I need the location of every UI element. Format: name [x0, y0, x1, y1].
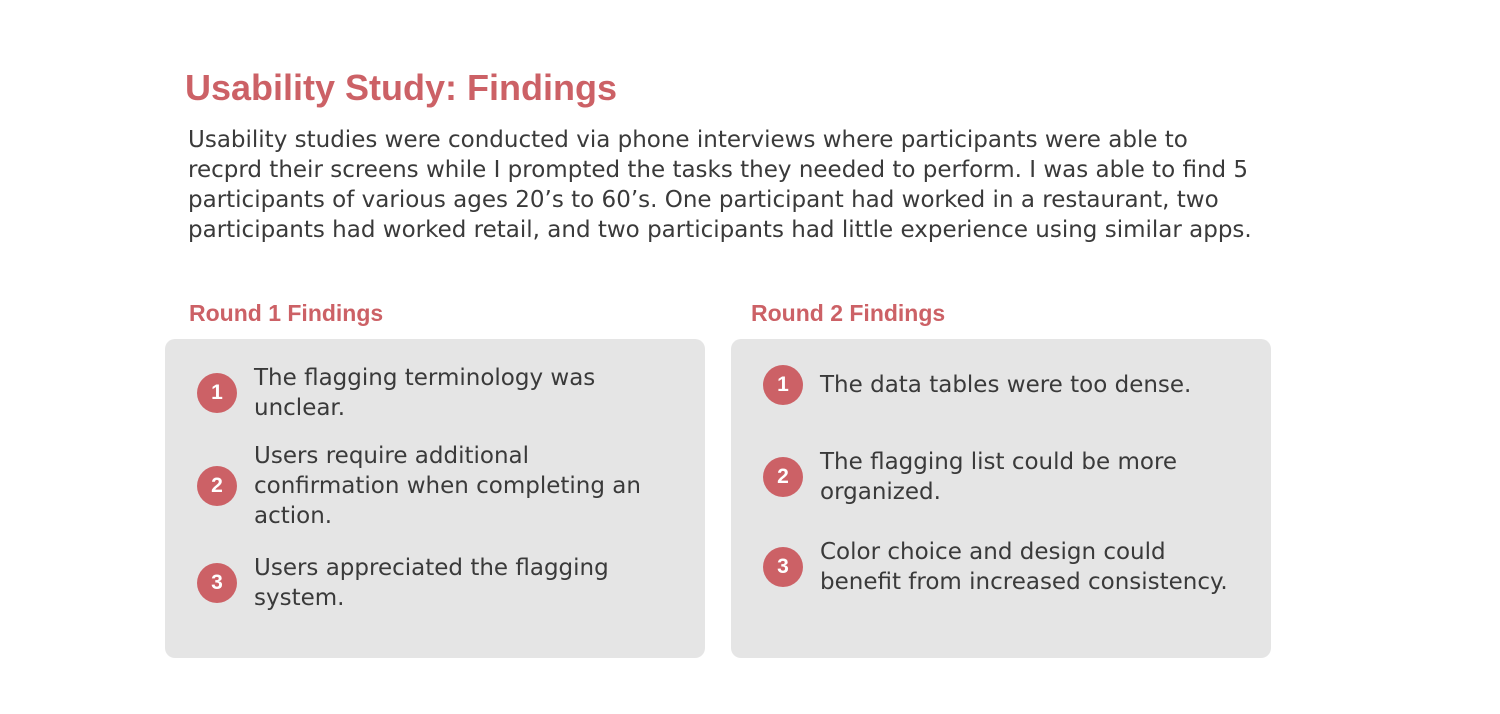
page-title: Usability Study: Findings [185, 67, 618, 108]
round-2-findings-panel [731, 339, 1271, 658]
number-badge: 3 [763, 547, 803, 587]
finding-item [763, 537, 1253, 597]
finding-text: The flagging list could be more organized. [820, 449, 1178, 505]
finding-item [763, 365, 1253, 405]
finding-item [197, 441, 677, 531]
finding-item [763, 447, 1253, 507]
round-1-findings-panel [165, 339, 705, 658]
round-1-heading: Round 1 Findings [189, 300, 384, 326]
finding-text: Users require additional confirmation when completing an action. [254, 443, 641, 529]
number-badge: 1 [197, 373, 237, 413]
finding-text: Users appreciated the flagging system. [254, 555, 609, 611]
finding-text: Color choice and design could benefit from increased consistency. [820, 539, 1228, 595]
round-2-heading: Round 2 Findings [751, 300, 946, 326]
finding-item [197, 363, 677, 423]
finding-item [197, 553, 677, 613]
number-badge: 3 [197, 563, 237, 603]
number-badge: 2 [197, 466, 237, 506]
intro-paragraph: Usability studies were conducted via phone interviews where participants were able to recprd their screens while I prompted the tasks they needed to perform. I was able to find 5 participants of various ages 20’s to 60’s. One participant had worked in a restaurant, two participants had worked retail, and two participants had little experience using similar apps. [188, 127, 1252, 243]
number-badge: 1 [763, 365, 803, 405]
finding-text: The flagging terminology was unclear. [254, 365, 596, 421]
finding-text: The data tables were too dense. [820, 372, 1192, 398]
number-badge: 2 [763, 457, 803, 497]
